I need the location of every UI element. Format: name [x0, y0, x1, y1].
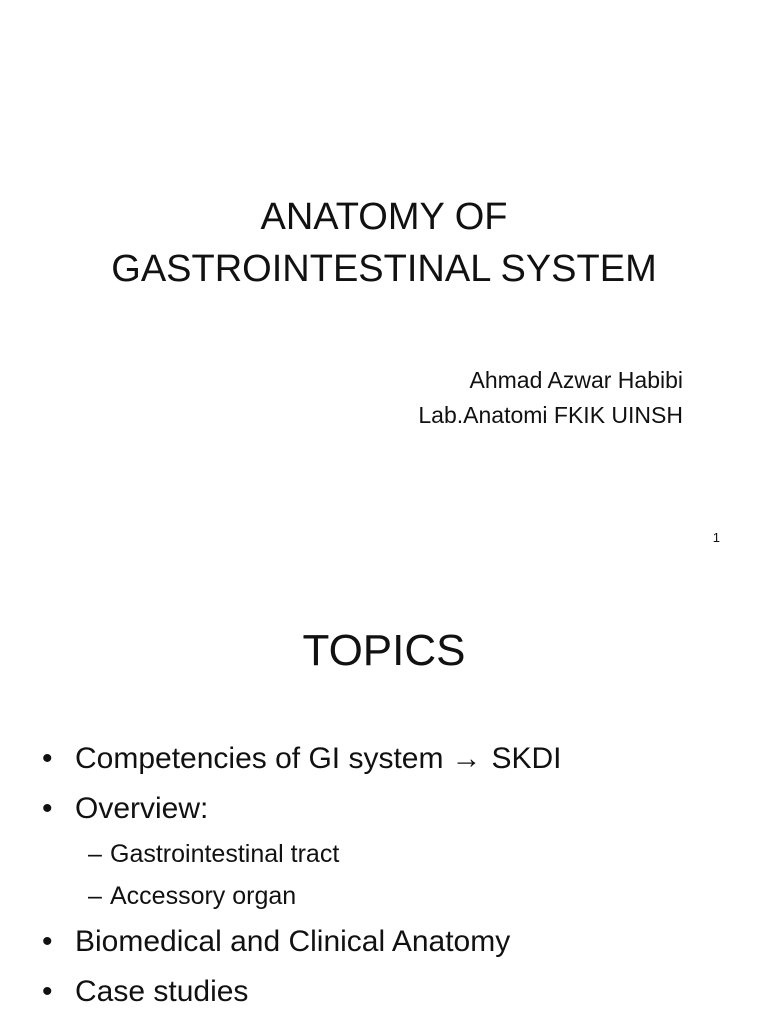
- list-item-label: Overview:: [75, 792, 209, 825]
- bullet-icon: •: [42, 925, 53, 958]
- dash-icon: –: [88, 840, 102, 868]
- list-item-label: Case studies: [75, 975, 249, 1008]
- topics-list: [0, 576, 768, 1024]
- sublist-item-gi-tract: [88, 839, 339, 869]
- dash-icon: –: [88, 882, 102, 910]
- slide-title-line-1: ANATOMY OF: [260, 196, 508, 238]
- sublist-item-label: Accessory organ: [110, 882, 297, 910]
- list-item-label: SKDI: [491, 742, 562, 775]
- sublist-item-label: Gastrointestinal tract: [110, 840, 340, 868]
- list-item-label: Competencies of GI system: [75, 742, 444, 775]
- sublist-item-accessory-organ: [88, 881, 296, 911]
- slide-title-line-2: GASTROINTESTINAL SYSTEM: [111, 248, 657, 290]
- list-item-competencies: [42, 741, 562, 777]
- topics-title: TOPICS: [302, 626, 466, 675]
- page-number: 1: [712, 530, 720, 545]
- author-affiliation: Lab.Anatomi FKIK UINSH: [418, 402, 683, 428]
- list-item-case-studies: [42, 974, 248, 1010]
- list-item-label: Biomedical and Clinical Anatomy: [75, 925, 511, 958]
- slide-2: [0, 576, 768, 1024]
- bullet-icon: •: [42, 792, 53, 825]
- list-item-biomedical: [42, 924, 510, 960]
- author-name: Ahmad Azwar Habibi: [469, 367, 683, 393]
- bullet-icon: •: [42, 975, 53, 1008]
- arrow-right-icon: →: [451, 742, 482, 775]
- list-item-overview: [42, 791, 208, 827]
- bullet-icon: •: [42, 742, 53, 775]
